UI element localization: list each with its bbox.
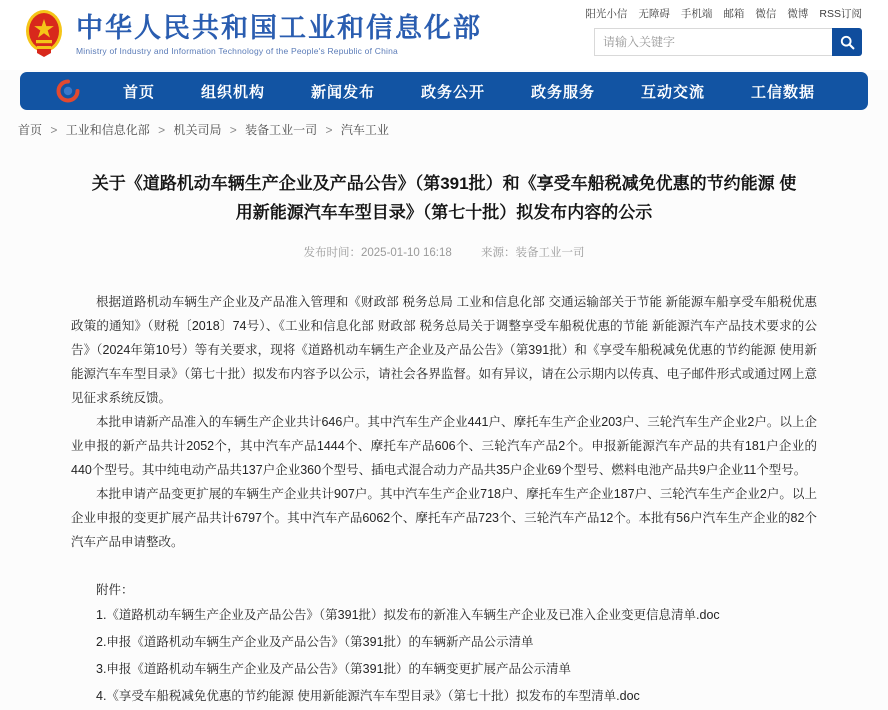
- article: [71, 169, 817, 710]
- breadcrumb-separator: >: [229, 123, 237, 137]
- site-header: [0, 0, 888, 70]
- top-link-rss[interactable]: RSS订阅: [819, 8, 862, 20]
- site-title: 中华人民共和国工业和信息化部: [76, 12, 482, 43]
- attachment-link[interactable]: 3.申报《道路机动车辆生产企业及产品公告》（第391批）的车辆变更扩展产品公示清单: [96, 662, 572, 676]
- header-utilities: [585, 6, 862, 56]
- top-link-mail[interactable]: 邮箱: [723, 8, 745, 20]
- breadcrumb-separator: >: [158, 123, 166, 137]
- article-body: [71, 290, 817, 554]
- breadcrumb-separator: >: [325, 123, 333, 137]
- article-title: 关于《道路机动车辆生产企业及产品公告》（第391批）和《享受车船税减免优惠的节约能源 使用新能源汽车车型目录》（第七十批）拟发布内容的公示: [91, 174, 797, 222]
- article-paragraph: 本批申请产品变更扩展的车辆生产企业共计907户。其中汽车生产企业718户、摩托车生产企业187户、三轮汽车生产企业2户。以上企业申报的变更扩展产品共计6797个。其中汽车产品6062个、摩托车产品723个、三轮汽车产品12个。本批有56户汽车生产企业的82个汽车产品申请整改。: [71, 487, 817, 549]
- attachments-heading: 附件：: [96, 583, 134, 597]
- breadcrumb-separator: >: [50, 123, 58, 137]
- breadcrumb-departments[interactable]: 机关司局: [173, 123, 222, 137]
- site-title-block: [76, 13, 482, 56]
- nav-item-data[interactable]: 工信数据: [750, 83, 815, 101]
- main-nav: [20, 72, 868, 110]
- publish-time: 发布时间：2025-01-10 16:18: [303, 247, 452, 259]
- breadcrumb-miit[interactable]: 工业和信息化部: [65, 123, 150, 137]
- search-icon: [840, 35, 855, 50]
- national-emblem-icon: [24, 8, 64, 60]
- nav-items: [100, 81, 838, 102]
- search-bar: [592, 28, 862, 56]
- nav-item-home[interactable]: 首页: [122, 83, 155, 101]
- top-link-accessibility[interactable]: 无障碍: [638, 8, 670, 20]
- article-source: 来源：装备工业一司: [481, 247, 585, 259]
- nav-item-interaction[interactable]: 互动交流: [640, 83, 705, 101]
- breadcrumb-equipment-division[interactable]: 装备工业一司: [245, 123, 318, 137]
- attachment-link[interactable]: 4.《享受车船税减免优惠的节约能源 使用新能源汽车车型目录》（第七十批）拟发布的车型清单.doc: [96, 689, 640, 703]
- top-link-sunshine[interactable]: 阳光小信: [585, 8, 628, 20]
- nav-item-news[interactable]: 新闻发布: [310, 83, 375, 101]
- attachments-section: [71, 578, 817, 710]
- search-button[interactable]: [832, 28, 862, 56]
- top-links: [585, 6, 862, 21]
- article-paragraph: 根据道路机动车辆生产企业及产品准入管理和《财政部 税务总局 工业和信息化部 交通运输部关于节能 新能源车船享受车船税优惠政策的通知》（财税〔2018〕74号）、《工业和信息化部 财政部 税务总局关于调整享受车船税优惠的节能 新能源汽车产品技术要求的公告》（2024年第10号）等有关要求，现将《道路机动车辆生产企业及产品公告》（第391批）和《享受车船税减免优惠的节约能源 使用新能源汽车车型目录》（第七十批）拟发布内容予以公示，请社会各界监督。如有异议，请在公示期内以传真、电子邮件形式或通过网上意见征求系统反馈。: [71, 295, 817, 405]
- breadcrumb: [0, 110, 888, 138]
- attachment-link[interactable]: 2.申报《道路机动车辆生产企业及产品公告》（第391批）的车辆新产品公示清单: [96, 635, 534, 649]
- breadcrumb-home[interactable]: 首页: [18, 123, 43, 137]
- nav-item-organization[interactable]: 组织机构: [200, 83, 265, 101]
- attachment-link[interactable]: 1.《道路机动车辆生产企业及产品公告》（第391批）拟发布的新准入车辆生产企业及已准入企业变更信息清单.doc: [96, 608, 720, 622]
- breadcrumb-auto-industry[interactable]: 汽车工业: [340, 123, 389, 137]
- search-input[interactable]: [594, 28, 832, 56]
- article-meta: [71, 244, 817, 260]
- nav-item-gov-disclosure[interactable]: 政务公开: [420, 83, 485, 101]
- nav-logo-icon: [56, 79, 80, 103]
- top-link-mobile[interactable]: 手机端: [680, 8, 713, 20]
- top-link-weibo[interactable]: 微博: [787, 8, 809, 20]
- article-paragraph: 本批申请新产品准入的车辆生产企业共计646户。其中汽车生产企业441户、摩托车生产企业203户、三轮汽车生产企业2户。以上企业申报的新产品共计2052个，其中汽车产品1444个、摩托车产品606个、三轮汽车产品2个。申报新能源汽车产品的共有181户企业的440个型号。其中纯电动产品共137户企业360个型号、插电式混合动力产品共35户企业69个型号、燃料电池产品共9户企业11个型号。: [71, 415, 817, 477]
- top-link-wechat[interactable]: 微信: [755, 8, 777, 20]
- nav-item-gov-services[interactable]: 政务服务: [530, 83, 595, 101]
- site-subtitle: Ministry of Industry and Information Technology of the People's Republic of China: [76, 45, 398, 56]
